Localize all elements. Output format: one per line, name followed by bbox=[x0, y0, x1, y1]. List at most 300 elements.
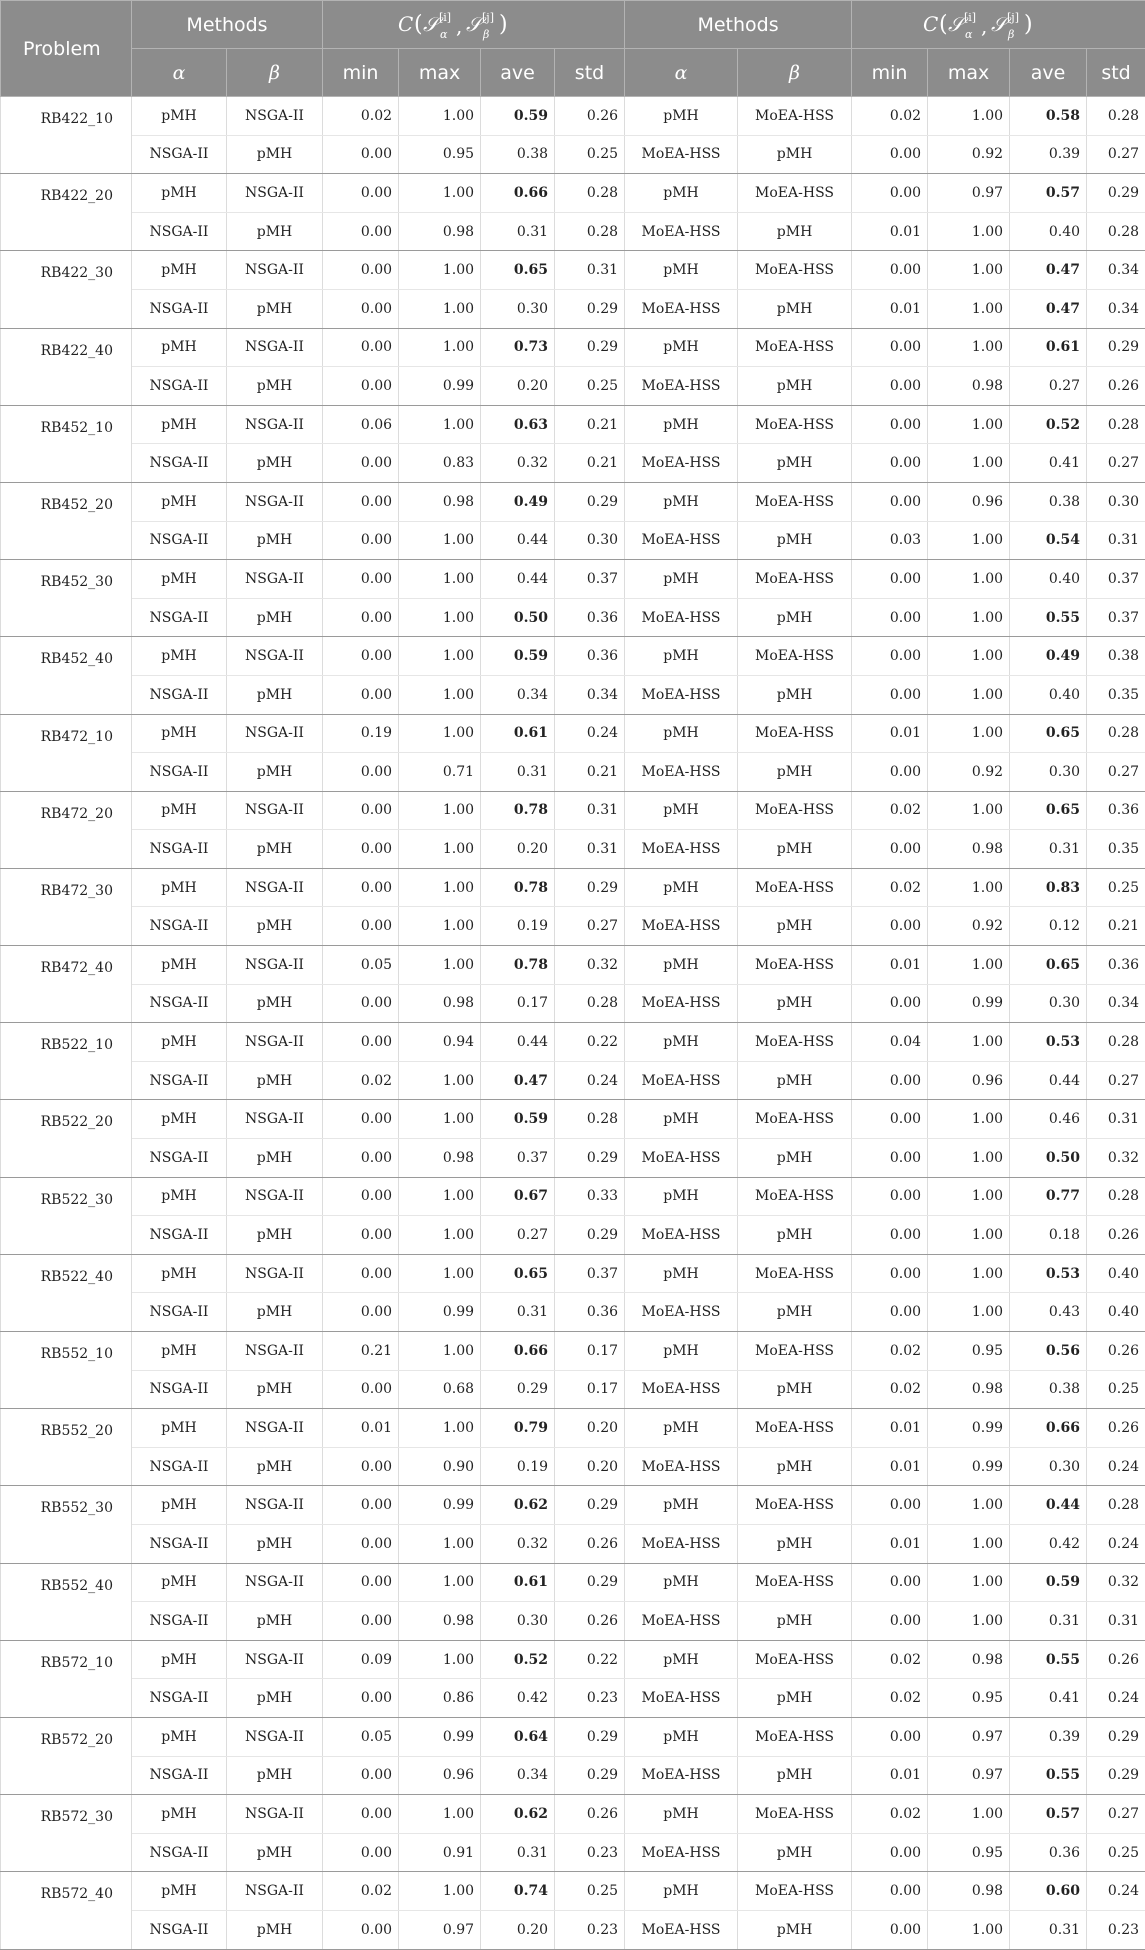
max-right-cell: 1.00 bbox=[928, 1139, 1010, 1178]
beta-header-left: β bbox=[227, 49, 323, 97]
alpha-right-cell: pMH bbox=[625, 1332, 738, 1371]
alpha-left-cell: pMH bbox=[132, 1409, 227, 1448]
alpha-left-cell: NSGA-II bbox=[132, 212, 227, 251]
ave-right-cell: 0.47 bbox=[1010, 289, 1087, 328]
max-right-cell: 0.98 bbox=[928, 830, 1010, 869]
alpha-left-cell: pMH bbox=[132, 560, 227, 599]
min-left-cell: 0.00 bbox=[323, 753, 399, 792]
min-right-cell: 0.00 bbox=[852, 1910, 928, 1949]
beta-right-cell: MoEA-HSS bbox=[738, 1795, 852, 1834]
alpha-left-cell: pMH bbox=[132, 174, 227, 213]
max-left-cell: 1.00 bbox=[399, 1177, 481, 1216]
ave-right-cell: 0.44 bbox=[1010, 1486, 1087, 1525]
ave-header-left: ave bbox=[481, 49, 555, 97]
alpha-left-cell: NSGA-II bbox=[132, 135, 227, 174]
alpha-right-cell: MoEA-HSS bbox=[625, 598, 738, 637]
table-row bbox=[1, 1332, 1145, 1371]
min-left-cell: 0.00 bbox=[323, 1139, 399, 1178]
table-row bbox=[1, 1679, 1145, 1718]
alpha-right-cell: pMH bbox=[625, 328, 738, 367]
std-right-cell: 0.35 bbox=[1087, 830, 1145, 869]
ave-left-cell: 0.62 bbox=[481, 1486, 555, 1525]
std-right-cell: 0.37 bbox=[1087, 598, 1145, 637]
min-left-cell: 0.00 bbox=[323, 367, 399, 406]
std-right-cell: 0.24 bbox=[1087, 1447, 1145, 1486]
alpha-left-cell: pMH bbox=[132, 1100, 227, 1139]
min-right-cell: 0.00 bbox=[852, 1602, 928, 1641]
std-left-cell: 0.20 bbox=[555, 1447, 625, 1486]
max-right-cell: 1.00 bbox=[928, 1795, 1010, 1834]
problem-cell: RB572_40 bbox=[1, 1872, 132, 1949]
table-row bbox=[1, 1177, 1145, 1216]
alpha-right-cell: MoEA-HSS bbox=[625, 1293, 738, 1332]
max-right-cell: 1.00 bbox=[928, 598, 1010, 637]
min-right-cell: 0.00 bbox=[852, 1563, 928, 1602]
beta-right-cell: pMH bbox=[738, 1293, 852, 1332]
std-left-cell: 0.36 bbox=[555, 598, 625, 637]
std-right-cell: 0.28 bbox=[1087, 212, 1145, 251]
ave-left-cell: 0.44 bbox=[481, 1023, 555, 1062]
max-right-cell: 0.97 bbox=[928, 1717, 1010, 1756]
max-right-cell: 1.00 bbox=[928, 251, 1010, 290]
table-row bbox=[1, 1795, 1145, 1834]
ave-right-cell: 0.31 bbox=[1010, 1602, 1087, 1641]
max-left-cell: 0.98 bbox=[399, 212, 481, 251]
ave-left-cell: 0.78 bbox=[481, 946, 555, 985]
min-left-cell: 0.00 bbox=[323, 1254, 399, 1293]
table-row bbox=[1, 1756, 1145, 1795]
problem-cell: RB552_30 bbox=[1, 1486, 132, 1563]
min-left-cell: 0.00 bbox=[323, 328, 399, 367]
beta-right-cell: MoEA-HSS bbox=[738, 946, 852, 985]
std-right-cell: 0.32 bbox=[1087, 1139, 1145, 1178]
table-row bbox=[1, 135, 1145, 174]
std-left-cell: 0.31 bbox=[555, 251, 625, 290]
ave-right-cell: 0.12 bbox=[1010, 907, 1087, 946]
std-left-cell: 0.26 bbox=[555, 1524, 625, 1563]
ave-right-cell: 0.55 bbox=[1010, 598, 1087, 637]
min-right-cell: 0.00 bbox=[852, 251, 928, 290]
beta-left-cell: NSGA-II bbox=[227, 560, 323, 599]
alpha-right-cell: pMH bbox=[625, 97, 738, 136]
std-left-cell: 0.31 bbox=[555, 830, 625, 869]
max-right-cell: 1.00 bbox=[928, 1602, 1010, 1641]
max-right-cell: 1.00 bbox=[928, 1216, 1010, 1255]
std-right-cell: 0.38 bbox=[1087, 637, 1145, 676]
max-left-cell: 1.00 bbox=[399, 637, 481, 676]
std-left-cell: 0.29 bbox=[555, 328, 625, 367]
beta-left-cell: NSGA-II bbox=[227, 1100, 323, 1139]
std-right-cell: 0.31 bbox=[1087, 1100, 1145, 1139]
alpha-right-cell: MoEA-HSS bbox=[625, 984, 738, 1023]
beta-right-cell: pMH bbox=[738, 1679, 852, 1718]
beta-left-cell: NSGA-II bbox=[227, 1717, 323, 1756]
ave-left-cell: 0.61 bbox=[481, 1563, 555, 1602]
ave-left-cell: 0.52 bbox=[481, 1640, 555, 1679]
min-left-cell: 0.00 bbox=[323, 791, 399, 830]
beta-right-cell: MoEA-HSS bbox=[738, 482, 852, 521]
ave-left-cell: 0.34 bbox=[481, 675, 555, 714]
beta-left-cell: NSGA-II bbox=[227, 482, 323, 521]
table-row bbox=[1, 1486, 1145, 1525]
table-row bbox=[1, 637, 1145, 676]
min-right-cell: 0.01 bbox=[852, 946, 928, 985]
max-right-cell: 0.99 bbox=[928, 984, 1010, 1023]
beta-left-cell: pMH bbox=[227, 1910, 323, 1949]
alpha-right-cell: pMH bbox=[625, 405, 738, 444]
table-row bbox=[1, 1602, 1145, 1641]
beta-left-cell: NSGA-II bbox=[227, 1486, 323, 1525]
std-right-cell: 0.29 bbox=[1087, 174, 1145, 213]
beta-right-cell: MoEA-HSS bbox=[738, 251, 852, 290]
max-right-cell: 1.00 bbox=[928, 946, 1010, 985]
std-right-cell: 0.34 bbox=[1087, 984, 1145, 1023]
beta-left-cell: NSGA-II bbox=[227, 1409, 323, 1448]
min-left-cell: 0.00 bbox=[323, 637, 399, 676]
methods-header-left: Methods bbox=[132, 1, 323, 49]
ave-left-cell: 0.38 bbox=[481, 135, 555, 174]
beta-right-cell: pMH bbox=[738, 907, 852, 946]
alpha-right-cell: pMH bbox=[625, 637, 738, 676]
beta-left-cell: pMH bbox=[227, 1370, 323, 1409]
table-row bbox=[1, 1524, 1145, 1563]
max-left-cell: 1.00 bbox=[399, 1524, 481, 1563]
beta-right-cell: MoEA-HSS bbox=[738, 1640, 852, 1679]
max-right-cell: 0.99 bbox=[928, 1409, 1010, 1448]
alpha-right-cell: MoEA-HSS bbox=[625, 1061, 738, 1100]
min-left-cell: 0.00 bbox=[323, 675, 399, 714]
std-header-left: std bbox=[555, 49, 625, 97]
alpha-right-cell: MoEA-HSS bbox=[625, 212, 738, 251]
std-left-cell: 0.26 bbox=[555, 1602, 625, 1641]
beta-right-cell: pMH bbox=[738, 598, 852, 637]
max-left-cell: 0.97 bbox=[399, 1910, 481, 1949]
svg-text:,: , bbox=[981, 14, 987, 38]
min-right-cell: 0.01 bbox=[852, 1756, 928, 1795]
beta-left-cell: pMH bbox=[227, 1139, 323, 1178]
beta-left-cell: NSGA-II bbox=[227, 251, 323, 290]
std-left-cell: 0.17 bbox=[555, 1332, 625, 1371]
table-row bbox=[1, 97, 1145, 136]
beta-left-cell: pMH bbox=[227, 598, 323, 637]
ave-header-right: ave bbox=[1010, 49, 1087, 97]
min-right-cell: 0.01 bbox=[852, 1524, 928, 1563]
svg-text:𝒮: 𝒮 bbox=[466, 12, 487, 36]
alpha-left-cell: pMH bbox=[132, 1563, 227, 1602]
min-right-cell: 0.00 bbox=[852, 482, 928, 521]
svg-text:𝒮: 𝒮 bbox=[948, 12, 969, 36]
max-left-cell: 1.00 bbox=[399, 1872, 481, 1911]
max-right-cell: 1.00 bbox=[928, 1177, 1010, 1216]
table-row bbox=[1, 405, 1145, 444]
max-right-cell: 1.00 bbox=[928, 560, 1010, 599]
min-left-cell: 0.00 bbox=[323, 1524, 399, 1563]
alpha-right-cell: MoEA-HSS bbox=[625, 1447, 738, 1486]
max-right-cell: 1.00 bbox=[928, 868, 1010, 907]
ave-left-cell: 0.66 bbox=[481, 1332, 555, 1371]
alpha-left-cell: pMH bbox=[132, 946, 227, 985]
min-right-cell: 0.00 bbox=[852, 637, 928, 676]
ave-left-cell: 0.31 bbox=[481, 753, 555, 792]
table-row bbox=[1, 753, 1145, 792]
std-right-cell: 0.27 bbox=[1087, 444, 1145, 483]
alpha-left-cell: pMH bbox=[132, 97, 227, 136]
max-left-cell: 1.00 bbox=[399, 1254, 481, 1293]
max-left-cell: 1.00 bbox=[399, 1640, 481, 1679]
svg-text:β: β bbox=[1007, 28, 1014, 41]
ave-left-cell: 0.73 bbox=[481, 328, 555, 367]
max-right-cell: 0.98 bbox=[928, 1370, 1010, 1409]
ave-right-cell: 0.30 bbox=[1010, 984, 1087, 1023]
ave-right-cell: 0.31 bbox=[1010, 830, 1087, 869]
min-header-left: min bbox=[323, 49, 399, 97]
min-right-cell: 0.02 bbox=[852, 1640, 928, 1679]
svg-text:C: C bbox=[923, 12, 938, 36]
problem-cell: RB472_10 bbox=[1, 714, 132, 791]
problem-cell: RB522_10 bbox=[1, 1023, 132, 1100]
std-left-cell: 0.28 bbox=[555, 1100, 625, 1139]
std-left-cell: 0.21 bbox=[555, 405, 625, 444]
std-left-cell: 0.36 bbox=[555, 637, 625, 676]
problem-cell: RB422_30 bbox=[1, 251, 132, 328]
ave-left-cell: 0.63 bbox=[481, 405, 555, 444]
min-left-cell: 0.06 bbox=[323, 405, 399, 444]
max-left-cell: 0.99 bbox=[399, 367, 481, 406]
alpha-left-cell: NSGA-II bbox=[132, 830, 227, 869]
table-row bbox=[1, 907, 1145, 946]
beta-right-cell: pMH bbox=[738, 135, 852, 174]
table-row bbox=[1, 1717, 1145, 1756]
beta-right-cell: pMH bbox=[738, 1061, 852, 1100]
std-left-cell: 0.23 bbox=[555, 1833, 625, 1872]
alpha-left-cell: pMH bbox=[132, 791, 227, 830]
max-left-cell: 1.00 bbox=[399, 560, 481, 599]
ave-left-cell: 0.78 bbox=[481, 791, 555, 830]
alpha-left-cell: NSGA-II bbox=[132, 598, 227, 637]
ave-right-cell: 0.77 bbox=[1010, 1177, 1087, 1216]
ave-left-cell: 0.29 bbox=[481, 1370, 555, 1409]
beta-left-cell: NSGA-II bbox=[227, 174, 323, 213]
std-left-cell: 0.22 bbox=[555, 1023, 625, 1062]
min-right-cell: 0.00 bbox=[852, 830, 928, 869]
beta-right-cell: MoEA-HSS bbox=[738, 1100, 852, 1139]
ave-right-cell: 0.53 bbox=[1010, 1254, 1087, 1293]
beta-left-cell: NSGA-II bbox=[227, 1640, 323, 1679]
alpha-left-cell: pMH bbox=[132, 1486, 227, 1525]
ave-right-cell: 0.36 bbox=[1010, 1833, 1087, 1872]
alpha-left-cell: pMH bbox=[132, 1795, 227, 1834]
beta-left-cell: NSGA-II bbox=[227, 1177, 323, 1216]
std-left-cell: 0.37 bbox=[555, 560, 625, 599]
max-left-cell: 1.00 bbox=[399, 907, 481, 946]
min-left-cell: 0.00 bbox=[323, 444, 399, 483]
max-right-cell: 1.00 bbox=[928, 1254, 1010, 1293]
problem-cell: RB552_20 bbox=[1, 1409, 132, 1486]
ave-right-cell: 0.30 bbox=[1010, 753, 1087, 792]
ave-left-cell: 0.67 bbox=[481, 1177, 555, 1216]
beta-left-cell: NSGA-II bbox=[227, 714, 323, 753]
max-left-cell: 0.90 bbox=[399, 1447, 481, 1486]
ave-right-cell: 0.43 bbox=[1010, 1293, 1087, 1332]
beta-right-cell: pMH bbox=[738, 444, 852, 483]
min-right-cell: 0.00 bbox=[852, 560, 928, 599]
min-right-cell: 0.02 bbox=[852, 1679, 928, 1718]
beta-right-cell: pMH bbox=[738, 984, 852, 1023]
max-right-cell: 1.00 bbox=[928, 405, 1010, 444]
min-left-cell: 0.09 bbox=[323, 1640, 399, 1679]
min-right-cell: 0.00 bbox=[852, 1717, 928, 1756]
min-left-cell: 0.00 bbox=[323, 907, 399, 946]
problem-cell: RB522_30 bbox=[1, 1177, 132, 1254]
ave-right-cell: 0.30 bbox=[1010, 1447, 1087, 1486]
std-right-cell: 0.34 bbox=[1087, 251, 1145, 290]
alpha-header-right: α bbox=[625, 49, 738, 97]
alpha-right-cell: pMH bbox=[625, 791, 738, 830]
max-right-cell: 0.95 bbox=[928, 1332, 1010, 1371]
table-row bbox=[1, 1139, 1145, 1178]
std-right-cell: 0.21 bbox=[1087, 907, 1145, 946]
min-left-cell: 0.00 bbox=[323, 560, 399, 599]
max-left-cell: 1.00 bbox=[399, 1100, 481, 1139]
max-right-cell: 0.99 bbox=[928, 1447, 1010, 1486]
ave-left-cell: 0.30 bbox=[481, 1602, 555, 1641]
ave-right-cell: 0.42 bbox=[1010, 1524, 1087, 1563]
std-left-cell: 0.29 bbox=[555, 1717, 625, 1756]
max-right-cell: 1.00 bbox=[928, 714, 1010, 753]
alpha-right-cell: pMH bbox=[625, 868, 738, 907]
std-right-cell: 0.28 bbox=[1087, 714, 1145, 753]
alpha-left-cell: pMH bbox=[132, 637, 227, 676]
beta-right-cell: pMH bbox=[738, 1447, 852, 1486]
std-right-cell: 0.31 bbox=[1087, 1602, 1145, 1641]
beta-right-cell: MoEA-HSS bbox=[738, 97, 852, 136]
max-left-cell: 1.00 bbox=[399, 1795, 481, 1834]
alpha-header-left: α bbox=[132, 49, 227, 97]
ave-right-cell: 0.47 bbox=[1010, 251, 1087, 290]
beta-left-cell: pMH bbox=[227, 521, 323, 560]
alpha-left-cell: NSGA-II bbox=[132, 984, 227, 1023]
alpha-left-cell: pMH bbox=[132, 251, 227, 290]
table-row bbox=[1, 1254, 1145, 1293]
ave-left-cell: 0.59 bbox=[481, 637, 555, 676]
ave-left-cell: 0.42 bbox=[481, 1679, 555, 1718]
min-left-cell: 0.00 bbox=[323, 1833, 399, 1872]
svg-text:(: ( bbox=[414, 12, 423, 37]
std-right-cell: 0.37 bbox=[1087, 560, 1145, 599]
min-right-cell: 0.02 bbox=[852, 1370, 928, 1409]
problem-cell: RB452_40 bbox=[1, 637, 132, 714]
min-right-cell: 0.03 bbox=[852, 521, 928, 560]
alpha-right-cell: pMH bbox=[625, 482, 738, 521]
beta-left-cell: NSGA-II bbox=[227, 791, 323, 830]
beta-left-cell: NSGA-II bbox=[227, 1254, 323, 1293]
ave-right-cell: 0.49 bbox=[1010, 637, 1087, 676]
ave-right-cell: 0.40 bbox=[1010, 560, 1087, 599]
svg-text:[j]: [j] bbox=[482, 11, 494, 24]
max-right-cell: 0.92 bbox=[928, 907, 1010, 946]
svg-text:(: ( bbox=[939, 12, 948, 37]
table-row bbox=[1, 1833, 1145, 1872]
max-left-cell: 1.00 bbox=[399, 675, 481, 714]
problem-cell: RB452_20 bbox=[1, 482, 132, 559]
ave-right-cell: 0.55 bbox=[1010, 1756, 1087, 1795]
min-right-cell: 0.02 bbox=[852, 868, 928, 907]
beta-left-cell: NSGA-II bbox=[227, 97, 323, 136]
ave-right-cell: 0.83 bbox=[1010, 868, 1087, 907]
min-left-cell: 0.00 bbox=[323, 1679, 399, 1718]
beta-left-cell: pMH bbox=[227, 1756, 323, 1795]
min-right-cell: 0.00 bbox=[852, 598, 928, 637]
std-left-cell: 0.29 bbox=[555, 1563, 625, 1602]
min-left-cell: 0.02 bbox=[323, 1061, 399, 1100]
ave-left-cell: 0.17 bbox=[481, 984, 555, 1023]
alpha-right-cell: pMH bbox=[625, 1795, 738, 1834]
std-right-cell: 0.26 bbox=[1087, 1409, 1145, 1448]
ave-left-cell: 0.30 bbox=[481, 289, 555, 328]
max-right-cell: 0.96 bbox=[928, 482, 1010, 521]
alpha-right-cell: pMH bbox=[625, 714, 738, 753]
table-row bbox=[1, 984, 1145, 1023]
min-left-cell: 0.00 bbox=[323, 1795, 399, 1834]
alpha-left-cell: pMH bbox=[132, 714, 227, 753]
std-right-cell: 0.25 bbox=[1087, 1833, 1145, 1872]
max-left-cell: 0.95 bbox=[399, 135, 481, 174]
min-header-right: min bbox=[852, 49, 928, 97]
beta-left-cell: NSGA-II bbox=[227, 946, 323, 985]
problem-cell: RB422_40 bbox=[1, 328, 132, 405]
ave-right-cell: 0.27 bbox=[1010, 367, 1087, 406]
min-right-cell: 0.04 bbox=[852, 1023, 928, 1062]
std-left-cell: 0.30 bbox=[555, 521, 625, 560]
max-left-cell: 1.00 bbox=[399, 946, 481, 985]
alpha-left-cell: pMH bbox=[132, 328, 227, 367]
min-left-cell: 0.00 bbox=[323, 1602, 399, 1641]
max-right-cell: 1.00 bbox=[928, 328, 1010, 367]
problem-cell: RB472_20 bbox=[1, 791, 132, 868]
alpha-left-cell: NSGA-II bbox=[132, 1139, 227, 1178]
min-left-cell: 0.00 bbox=[323, 135, 399, 174]
svg-text:): ) bbox=[1024, 12, 1033, 37]
beta-right-cell: MoEA-HSS bbox=[738, 1023, 852, 1062]
alpha-left-cell: NSGA-II bbox=[132, 1061, 227, 1100]
beta-right-cell: MoEA-HSS bbox=[738, 714, 852, 753]
ave-right-cell: 0.57 bbox=[1010, 174, 1087, 213]
std-left-cell: 0.23 bbox=[555, 1910, 625, 1949]
ave-left-cell: 0.37 bbox=[481, 1139, 555, 1178]
ave-left-cell: 0.19 bbox=[481, 907, 555, 946]
alpha-right-cell: MoEA-HSS bbox=[625, 1756, 738, 1795]
max-left-cell: 1.00 bbox=[399, 830, 481, 869]
beta-left-cell: pMH bbox=[227, 907, 323, 946]
table-row bbox=[1, 212, 1145, 251]
min-right-cell: 0.00 bbox=[852, 1293, 928, 1332]
table-row bbox=[1, 675, 1145, 714]
ave-left-cell: 0.66 bbox=[481, 174, 555, 213]
max-right-cell: 0.98 bbox=[928, 1640, 1010, 1679]
table-row bbox=[1, 598, 1145, 637]
beta-right-cell: pMH bbox=[738, 212, 852, 251]
std-left-cell: 0.26 bbox=[555, 1795, 625, 1834]
min-right-cell: 0.01 bbox=[852, 1409, 928, 1448]
problem-cell: RB552_10 bbox=[1, 1332, 132, 1409]
max-right-cell: 0.98 bbox=[928, 367, 1010, 406]
alpha-left-cell: NSGA-II bbox=[132, 1910, 227, 1949]
beta-right-cell: pMH bbox=[738, 675, 852, 714]
std-left-cell: 0.17 bbox=[555, 1370, 625, 1409]
min-right-cell: 0.00 bbox=[852, 907, 928, 946]
std-header-right: std bbox=[1087, 49, 1145, 97]
max-left-cell: 1.00 bbox=[399, 1332, 481, 1371]
